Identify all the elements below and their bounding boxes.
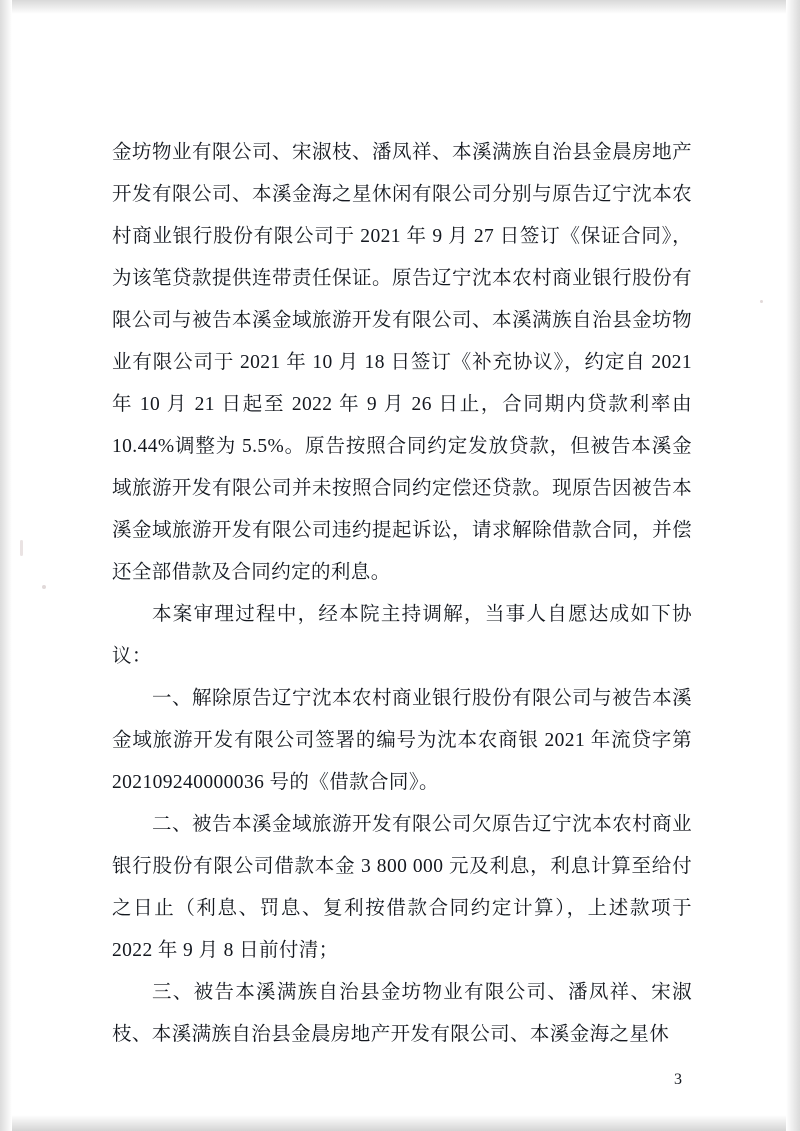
scan-edge-right [786,0,800,1131]
scan-edge-bottom [0,1115,800,1131]
page-number: 3 [674,1071,682,1088]
paragraph: 三、被告本溪满族自治县金坊物业有限公司、潘凤祥、宋淑枝、本溪满族自治县金晨房地产开发有限公司、本溪金海之星休 [112,982,692,1045]
paragraph: 一、解除原告辽宁沈本农村商业银行股份有限公司与被告本溪金域旅游开发有限公司签署的编号为沈本农商银 2021 年流贷字第 202109240000036 号的《借款合同》。 [112,688,692,793]
scan-edge-top [0,0,800,14]
scan-edge-left [0,0,12,1131]
paragraph: 二、被告本溪金域旅游开发有限公司欠原告辽宁沈本农村商业银行股份有限公司借款本金 3 800 000 元及利息，利息计算至给付之日止（利息、罚息、复利按借款合同约定计算），上述款项于 2022 年 9 月 8 日前付清； [112,814,692,961]
scan-speck [20,540,23,556]
paragraph: 本案审理过程中，经本院主持调解，当事人自愿达成如下协议： [112,604,692,667]
scan-speck [760,300,763,303]
document-body [112,132,692,1056]
scan-speck [42,585,46,589]
paragraph: 金坊物业有限公司、宋淑枝、潘凤祥、本溪满族自治县金晨房地产开发有限公司、本溪金海之星休闲有限公司分别与原告辽宁沈本农村商业银行股份有限公司于 2021 年 9 月 27 日签订《保证合同》，为该笔贷款提供连带责任保证。原告辽宁沈本农村商业银行股份有限公司与被告本溪金域旅游开发有限公司、本溪满族自治县金坊物业有限公司于 2021 年 10 月 18 日签订《补充协议》，约定自 2021 年 10 月 21 日起至 2022 年 9 月 26 日止，合同期内贷款利率由 10.44%调整为 5.5%。原告按照合同约定发放贷款，但被告本溪金域旅游开发有限公司并未按照合同约定偿还贷款。现原告因被告本溪金域旅游开发有限公司违约提起诉讼，请求解除借款合同，并偿还全部借款及合同约定的利息。 [112,142,692,583]
